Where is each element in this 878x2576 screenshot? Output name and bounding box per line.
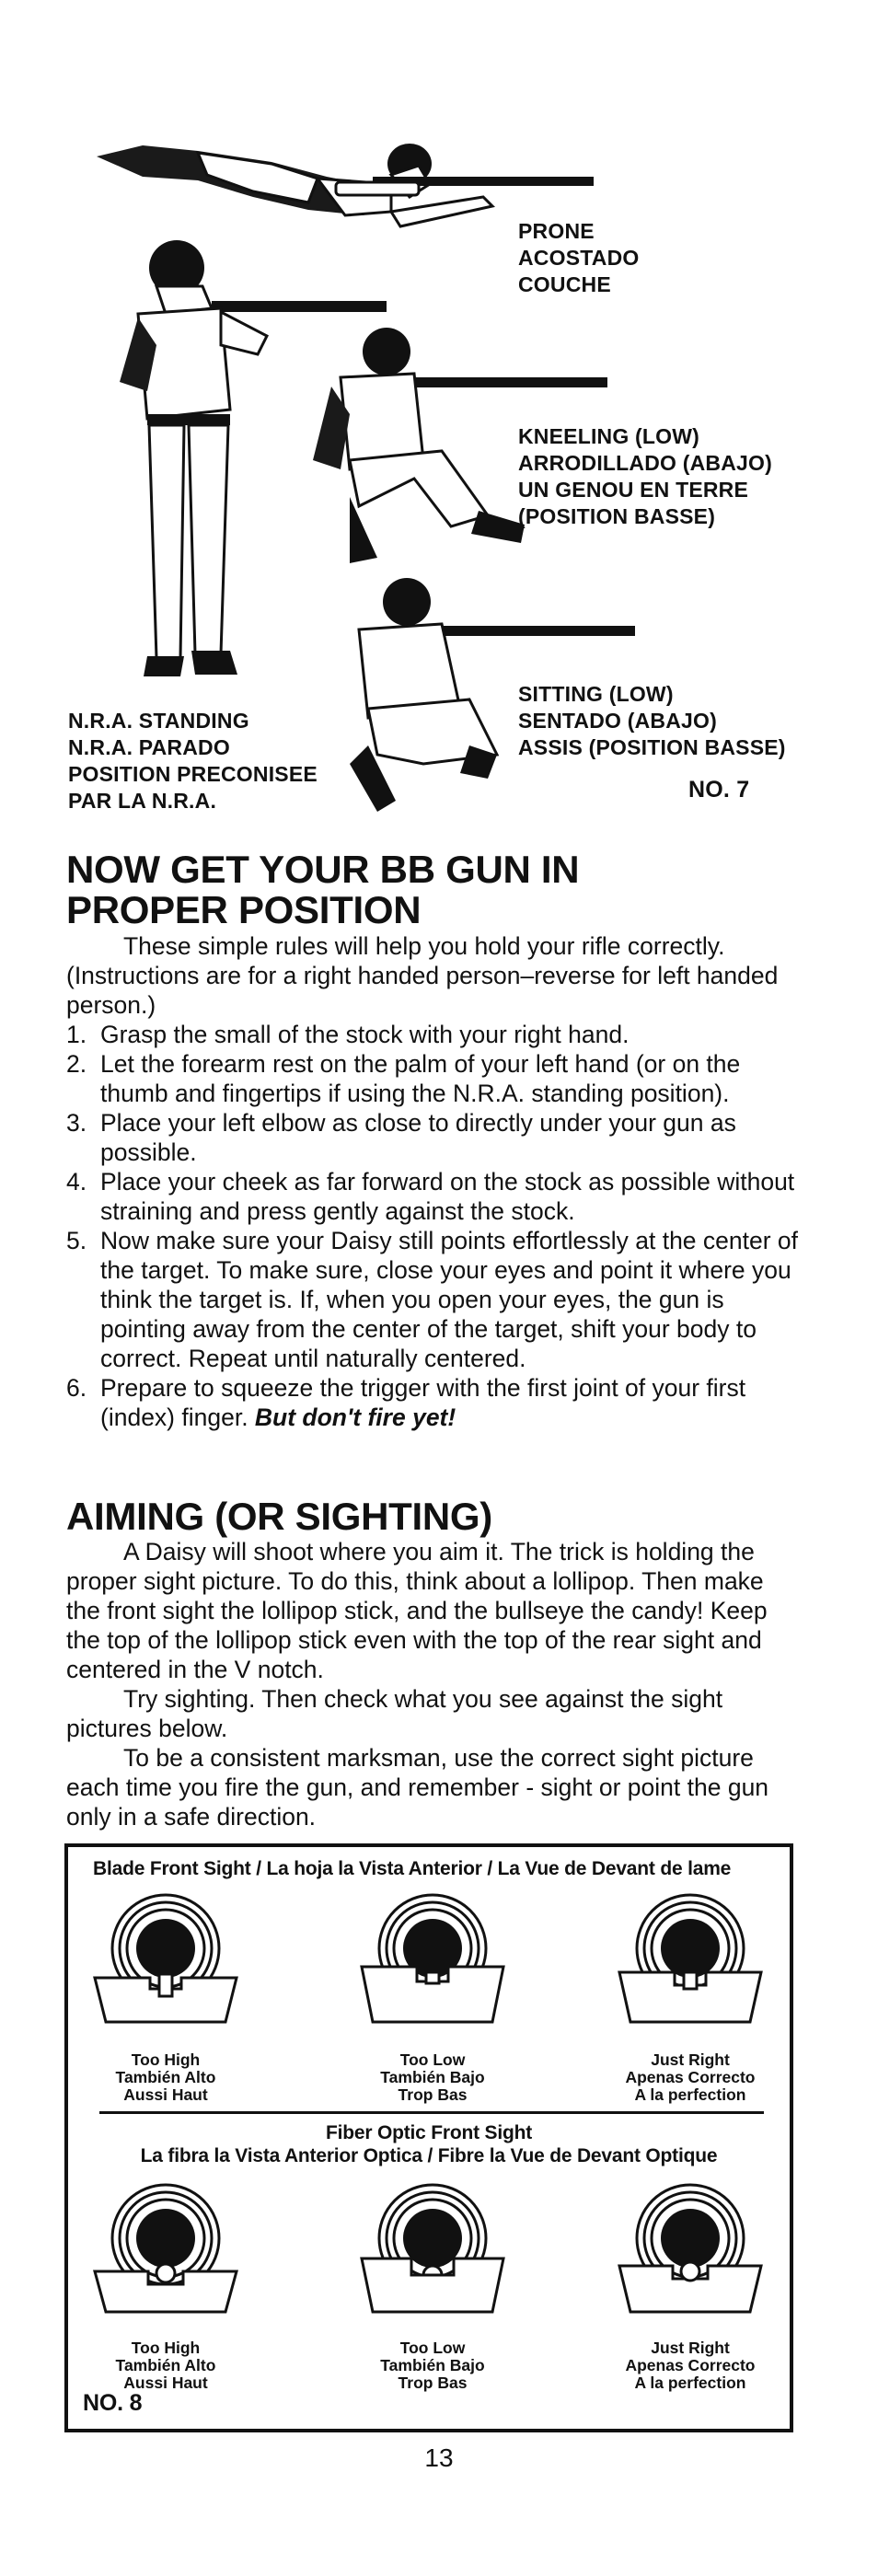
- caption-just-right: Just Right Apenas Correcto A la perfection: [625, 2339, 756, 2392]
- standing-label-line: N.R.A. STANDING: [68, 709, 249, 733]
- section-heading-aiming: AIMING (OR SIGHTING): [66, 1495, 492, 1538]
- blade-sight-title: Blade Front Sight / La hoja la Vista Anterior / La Vue de Devant de lame: [93, 1858, 732, 1879]
- sight-picture-fiber-just-right: [612, 2183, 768, 2321]
- standing-label-line: POSITION PRECONISEE: [68, 762, 318, 786]
- kneeling-label-line: ARRODILLADO (ABAJO): [518, 451, 772, 475]
- list-item: 1. Grasp the small of the stock with your right hand.: [66, 1021, 630, 1048]
- page-number: 13: [424, 2443, 454, 2472]
- aiming-paragraph: A Daisy will shoot where you aim it. The trick is holding the proper sight picture. To do this, think about a lollipop. Then make the front sight the lollipop stick, and the bullseye the candy! Keep the top of the lollipop stick even with the top of the rear sight and centered in the V notch.: [66, 1538, 768, 1683]
- list-item: 4. Place your cheek as far forward on the stock as possible without straining and press gently against the stock.: [66, 1168, 795, 1225]
- sight-picture-fiber-too-low: [354, 2183, 511, 2321]
- position-rules-list: [66, 1020, 803, 1432]
- caption-too-high: Too High También Alto Aussi Haut: [115, 2050, 216, 2104]
- aiming-instructions: [66, 1537, 803, 1831]
- sight-pictures-box: [64, 1843, 793, 2432]
- list-item: 6. Prepare to squeeze the trigger with the first joint of your first (index) finger. But don't fire yet!: [66, 1374, 746, 1431]
- figure-number-8: NO. 8: [83, 2390, 143, 2416]
- standing-label: [68, 708, 318, 814]
- box-divider: [99, 2111, 764, 2114]
- kneeling-label: [518, 423, 772, 530]
- caption-too-high: Too High También Alto Aussi Haut: [115, 2339, 216, 2392]
- list-item: 3. Place your left elbow as close to directly under your gun as possible.: [66, 1109, 736, 1166]
- sight-picture-fiber-too-high: [87, 2183, 244, 2321]
- prone-label: [518, 218, 640, 298]
- sitting-label: [518, 681, 786, 761]
- caption-too-low: Too Low También Bajo Trop Bas: [380, 2339, 485, 2392]
- standing-label-line: PAR LA N.R.A.: [68, 789, 217, 813]
- kneeling-label-line: KNEELING (LOW): [518, 424, 699, 448]
- figure-number-7: NO. 7: [688, 777, 750, 803]
- section-heading-position: [66, 849, 579, 930]
- sitting-label-line: ASSIS (POSITION BASSE): [518, 735, 786, 759]
- sitting-label-line: SITTING (LOW): [518, 682, 674, 706]
- standing-label-line: N.R.A. PARADO: [68, 735, 230, 759]
- prone-label-line: COUCHE: [518, 272, 611, 296]
- heading-line: PROPER POSITION: [66, 888, 422, 931]
- sight-picture-blade-too-high: [87, 1893, 244, 2031]
- aiming-paragraph: Try sighting. Then check what you see against the sight pictures below.: [66, 1685, 723, 1742]
- sitting-label-line: SENTADO (ABAJO): [518, 709, 717, 733]
- sight-picture-blade-too-low: [354, 1893, 511, 2031]
- caption-just-right: Just Right Apenas Correcto A la perfection: [625, 2050, 756, 2104]
- intro-paragraph: These simple rules will help you hold your rifle correctly. (Instructions are for a right handed person–reverse for left handed person.): [66, 932, 779, 1019]
- kneeling-label-line: (POSITION BASSE): [518, 504, 716, 528]
- caption-too-low: Too Low También Bajo Trop Bas: [380, 2050, 485, 2104]
- heading-line: NOW GET YOUR BB GUN IN: [66, 848, 580, 891]
- prone-label-line: PRONE: [518, 219, 595, 243]
- fiber-sight-title: Fiber Optic Front Sight La fibra la Vista Anterior Optica / Fibre la Vue de Devant Optique: [140, 2122, 718, 2166]
- list-item: 2. Let the forearm rest on the palm of your left hand (or on the thumb and fingertips if using the N.R.A. standing position).: [66, 1050, 741, 1107]
- sight-picture-blade-just-right: [612, 1893, 768, 2031]
- aiming-paragraph: To be a consistent marksman, use the correct sight picture each time you fire the gun, and remember - sight or point the gun only in a safe direction.: [66, 1744, 769, 1831]
- warning-emphasis: But don't fire yet!: [254, 1404, 456, 1431]
- position-instructions: [66, 931, 803, 1432]
- kneeling-label-line: UN GENOU EN TERRE: [518, 478, 749, 502]
- list-item: 5. Now make sure your Daisy still points effortlessly at the center of the target. To make sure, close your eyes and point it where you think the target is. If, when you open your eyes, the gun is pointing away from the center of the target, shift your body to correct. Repeat until naturally centered.: [66, 1227, 799, 1372]
- prone-label-line: ACOSTADO: [518, 246, 640, 270]
